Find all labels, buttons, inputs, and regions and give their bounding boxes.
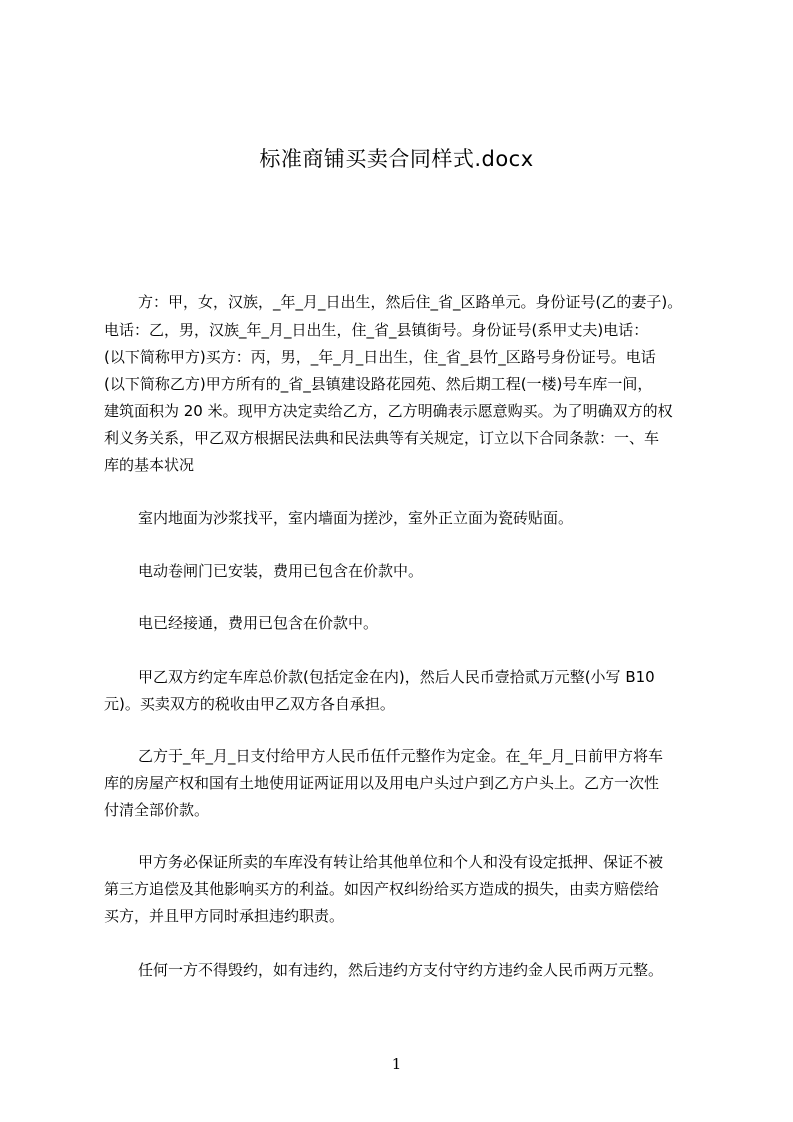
paragraph-breach: 任何一方不得毁约，如有违约，然后违约方支付守约方违约金人民币两万元整。	[138, 961, 664, 979]
text-line: 利义务关系，甲乙双方根据民法典和民法典等有关规定，订立以下合同条款：一、车	[104, 429, 660, 447]
text-line: 买方，并且甲方同时承担违约职责。	[104, 907, 345, 925]
paragraph-electricity: 电已经接通，费用已包含在价款中。	[138, 614, 379, 632]
text-line: 乙方于_年_月_日支付给甲方人民币伍仟元整作为定金。在_年_月_日前甲方将车	[138, 747, 664, 765]
text-line: 库的基本状况	[104, 456, 195, 474]
text-line: 甲方务必保证所卖的车库没有转让给其他单位和个人和没有设定抵押、保证不被	[138, 853, 664, 871]
paragraph-shutter-door: 电动卷闸门已安装，费用已包含在价款中。	[138, 562, 424, 580]
text-line: 建筑面积为 20 米。现甲方决定卖给乙方，乙方明确表示愿意购买。为了明确双方的权	[104, 402, 673, 420]
text-line: (以下简称乙方)甲方所有的_省_县镇建设路花园苑、然后期工程(一楼)号车库一间，	[104, 375, 653, 393]
document-title: 标准商铺买卖合同样式.docx	[259, 147, 534, 171]
text-line: 第三方追偿及其他影响买方的利益。如因产权纠纷给买方造成的损失，由卖方赔偿给	[104, 880, 660, 898]
text-line: 元)。买卖双方的税收由甲乙双方各自承担。	[104, 695, 395, 713]
text-line: 方：甲，女，汉族，_年_月_日出生，然后住_省_区路单元。身份证号(乙的妻子)。	[138, 293, 683, 311]
text-line: (以下简称甲方)买方：丙，男，_年_月_日出生，住_省_县竹_区路号身份证号。电话	[104, 348, 656, 366]
text-line: 电话：乙，男，汉族_年_月_日出生，住_省_县镇街号。身份证号(系甲丈夫)电话：	[104, 321, 649, 339]
page-number: 1	[391, 1055, 402, 1073]
text-line: 库的房屋产权和国有土地使用证两证用以及用电户头过户到乙方户头上。乙方一次性	[104, 774, 660, 792]
paragraph-interior: 室内地面为沙浆找平，室内墙面为搓沙，室外正立面为瓷砖贴面。	[138, 509, 574, 527]
text-line: 付清全部价款。	[104, 801, 210, 819]
text-line: 甲乙双方约定车库总价款(包括定金在内)，然后人民币壹拾贰万元整(小写 B10	[138, 668, 655, 686]
